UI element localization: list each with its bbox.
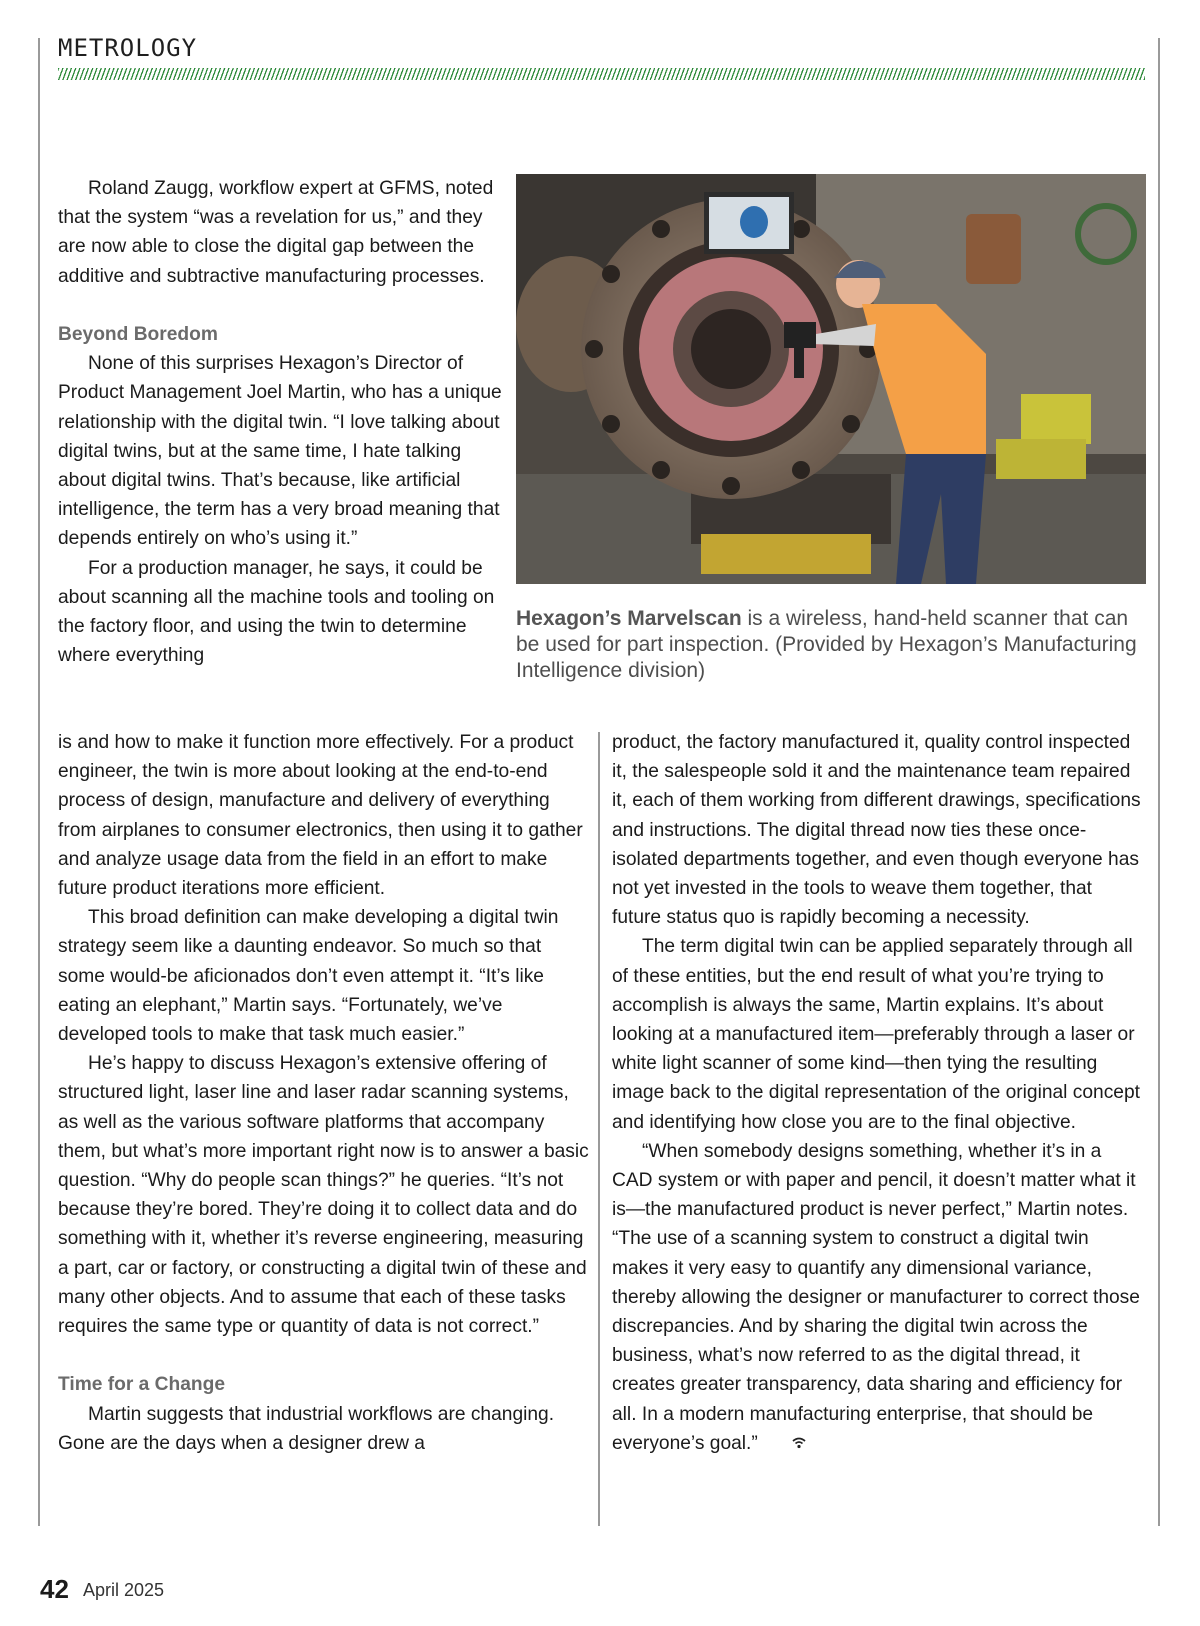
photo-caption — [516, 606, 1156, 684]
column-divider-rule — [598, 732, 600, 1526]
header-hatch-bar — [58, 68, 1145, 80]
body-paragraph-continued: product, the factory manufactured it, quality control inspected it, the salespeople sold it and the maintenance team repaired it, each of them working from different drawings, specifications and instructions. The digital thread now ties these once-isolated departments together, and even though everyone has not yet invested in the tools to weave them together, that future status quo is rapidly becoming a necessity. — [612, 732, 1141, 929]
intro-paragraph: Roland Zaugg, workflow expert at GFMS, noted that the system “was a revelation for us,” and they are now able to close the digital gap between the additive and subtractive manufacturing processes. — [58, 178, 494, 287]
body-paragraph: None of this surprises Hexagon’s Director of Product Management Joel Martin, who has a unique relationship with the digital twin. “I love talking about digital twins, but at the same time, I hate talking about digital twins. That’s because, like artificial intelligence, the term has a very broad meaning that depends entirely on who’s using it.” — [58, 353, 502, 550]
right-margin-rule — [1158, 38, 1160, 1526]
left-column-top — [58, 174, 504, 670]
section-heading-beyond-boredom: Beyond Boredom — [58, 324, 218, 345]
body-paragraph: This broad definition can make developing a digital twin strategy seem like a daunting endeavor. So much so that some would-be aficionados don’t even attempt it. “It’s like eating an elephant,” Martin says. “Fortunately, we’ve developed tools to make that task much easier.” — [58, 907, 559, 1046]
closing-paragraph-text: “When somebody designs something, whether it’s in a CAD system or with paper and pencil, it doesn’t matter what it is—the manufactured product is never perfect,” Martin notes. “The use of a scanning system to construct a digital twin makes it very easy to quantify any dimensional variance, thereby allowing the designer or manufacturer to correct those discrepancies. And by sharing the digital twin across the business, what’s now referred to as the digital thread, it creates greater transparency, data sharing and efficiency for all. In a modern manufacturing enterprise, that should be everyone’s goal.” — [612, 1140, 1140, 1454]
body-paragraph: The term digital twin can be applied separately through all of these entities, but the end result of what you’re trying to accomplish is always the same, Martin explains. It’s about looking at a manufactured item—preferably through a laser or white light scanner of some kind—then tying the resulting image back to the digital representation of the original concept and identifying how close you are to the final objective. — [612, 936, 1140, 1133]
right-column — [612, 728, 1146, 1458]
body-paragraph: He’s happy to discuss Hexagon’s extensive offering of structured light, laser line and laser radar scanning systems, as well as the various software platforms that accompany them, but what’s more important right now is to answer a basic question. “Why do people scan things?” he queries. “It’s not because they’re bored. They’re doing it to collect data and do something with it, whether it’s reverse engineering, measuring a part, car or factory, or constructing a digital twin of these and many other objects. And to assume that each of these tasks requires the same type or quantity of data is not correct.” — [58, 1053, 589, 1338]
section-heading-time-for-a-change: Time for a Change — [58, 1374, 226, 1396]
body-paragraph — [612, 1137, 1146, 1459]
marvelscan-photo — [516, 174, 1146, 584]
body-paragraph: For a production manager, he says, it could be about scanning all the machine tools and tooling on the factory floor, and using the twin to determine where everything — [58, 557, 495, 667]
body-paragraph: Martin suggests that industrial workflows are changing. Gone are the days when a designer drew a — [58, 1403, 555, 1454]
page-number: 42 — [40, 1574, 69, 1604]
caption-bold-lead: Hexagon’s Marvelscan — [516, 607, 742, 630]
caption-text: is a wireless, hand-held scanner that can be used for part inspection. (Provided by Hexagon’s Manufacturing Intelligence division) — [516, 607, 1137, 682]
wifi-end-mark-icon — [762, 1429, 806, 1458]
left-column-bottom — [58, 728, 590, 1458]
body-paragraph-continued: is and how to make it function more effectively. For a product engineer, the twin is more about looking at the end-to-end process of design, manufacture and delivery of everything from airplanes to consumer electronics, then using it to gather and analyze usage data from the field in an effort to make future product iterations more efficient. — [58, 732, 583, 900]
issue-date: April 2025 — [83, 1580, 165, 1600]
section-label: METROLOGY — [58, 34, 198, 62]
left-margin-rule — [38, 38, 40, 1526]
